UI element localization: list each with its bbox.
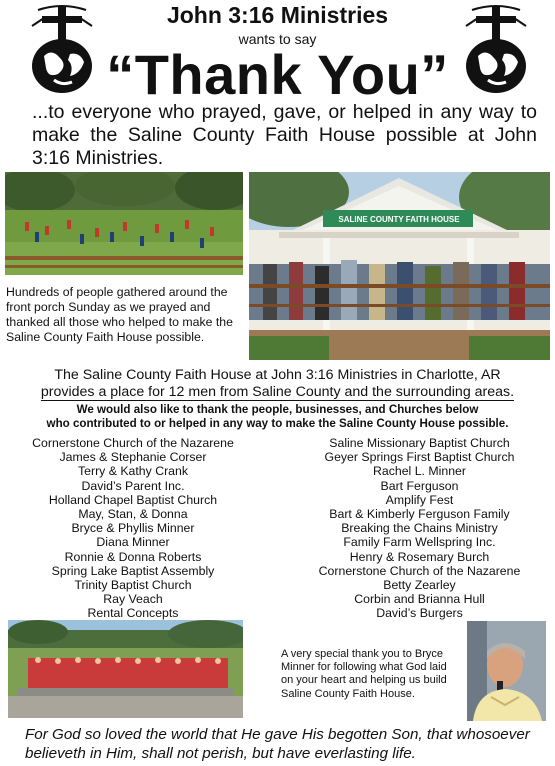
group-photo [8,620,243,718]
page-subtitle: wants to say [238,31,317,47]
facility-line-2: provides a place for 12 men from Saline County and the surrounding areas. [40,384,515,400]
intro-text: ...to everyone who prayed, gave, or helped in any way to make the Saline County Faith House possible at John 3:16 Ministries. [32,101,537,169]
crowd-photo [5,172,243,275]
thank-you-heading: “Thank You” [106,43,449,106]
speaker-photo [467,621,546,721]
list-item: Trinity Baptist Church [74,578,192,593]
page-title: John 3:16 Ministries [166,2,389,28]
list-item: Bart & Kimberly Ferguson Family [329,507,510,522]
list-item: David’s Parent Inc. [81,478,185,493]
porch-sign-text: SALINE COUNTY FAITH HOUSE [338,215,460,224]
facility-description [0,367,555,401]
facility-line-1: The Saline County Faith House at John 3:16 Ministries in Charlotte, AR [54,367,501,383]
also-thank-line-2: who contributed to or helped in any way to make the Saline County House possible. [46,417,509,430]
list-item: Family Farm Wellspring Inc. [343,535,496,550]
list-item: Henry & Rosemary Burch [349,549,490,564]
special-thanks-text: A very special thank you to Bryce Minner for following what God laid on your heart and helping us build Saline County Faith House. [281,648,447,700]
list-item: Spring Lake Baptist Assembly [51,563,215,578]
list-item: Rental Concepts [87,606,179,621]
also-thank-heading [0,403,555,431]
list-item: Cornerstone Church of the Nazarene [32,436,234,450]
list-item: Ronnie & Donna Roberts [64,549,202,564]
list-item: Saline Missionary Baptist Church [329,436,510,450]
list-item: Breaking the Chains Ministry [341,521,498,536]
list-item: Bart Ferguson [380,478,459,493]
porch-photo [249,172,550,360]
list-item: Diana Minner [96,535,170,550]
bible-verse: For God so loved the world that He gave His begotten Son, that whosoever believeth in Him, shall not perish, but have everlasting life. [25,726,530,762]
list-item: Holland Chapel Baptist Church [48,492,218,507]
also-thank-line-1: We would also like to thank the people, businesses, and Churches below [76,403,479,416]
list-item: David’s Burgers [376,606,463,621]
list-item: Betty Zearley [383,578,456,593]
donor-list-left [8,436,258,621]
list-item: Amplify Fest [385,492,454,507]
list-item: Rachel L. Minner [373,464,466,479]
list-item: Cornerstone Church of the Nazarene [318,563,521,578]
list-item: May, Stan, & Donna [78,507,188,522]
donor-list-right [292,436,547,621]
list-item: Geyer Springs First Baptist Church [324,450,515,465]
photo-caption: Hundreds of people gathered around the front porch Sunday as we prayed and thanked all those who helped to make the Saline County Faith House possible. [6,285,233,344]
list-item: Ray Veach [103,592,163,607]
list-item: Terry & Kathy Crank [77,464,189,479]
list-item: James & Stephanie Corser [59,450,207,465]
list-item: Bryce & Phyllis Minner [71,521,195,536]
list-item: Corbin and Brianna Hull [354,592,485,607]
